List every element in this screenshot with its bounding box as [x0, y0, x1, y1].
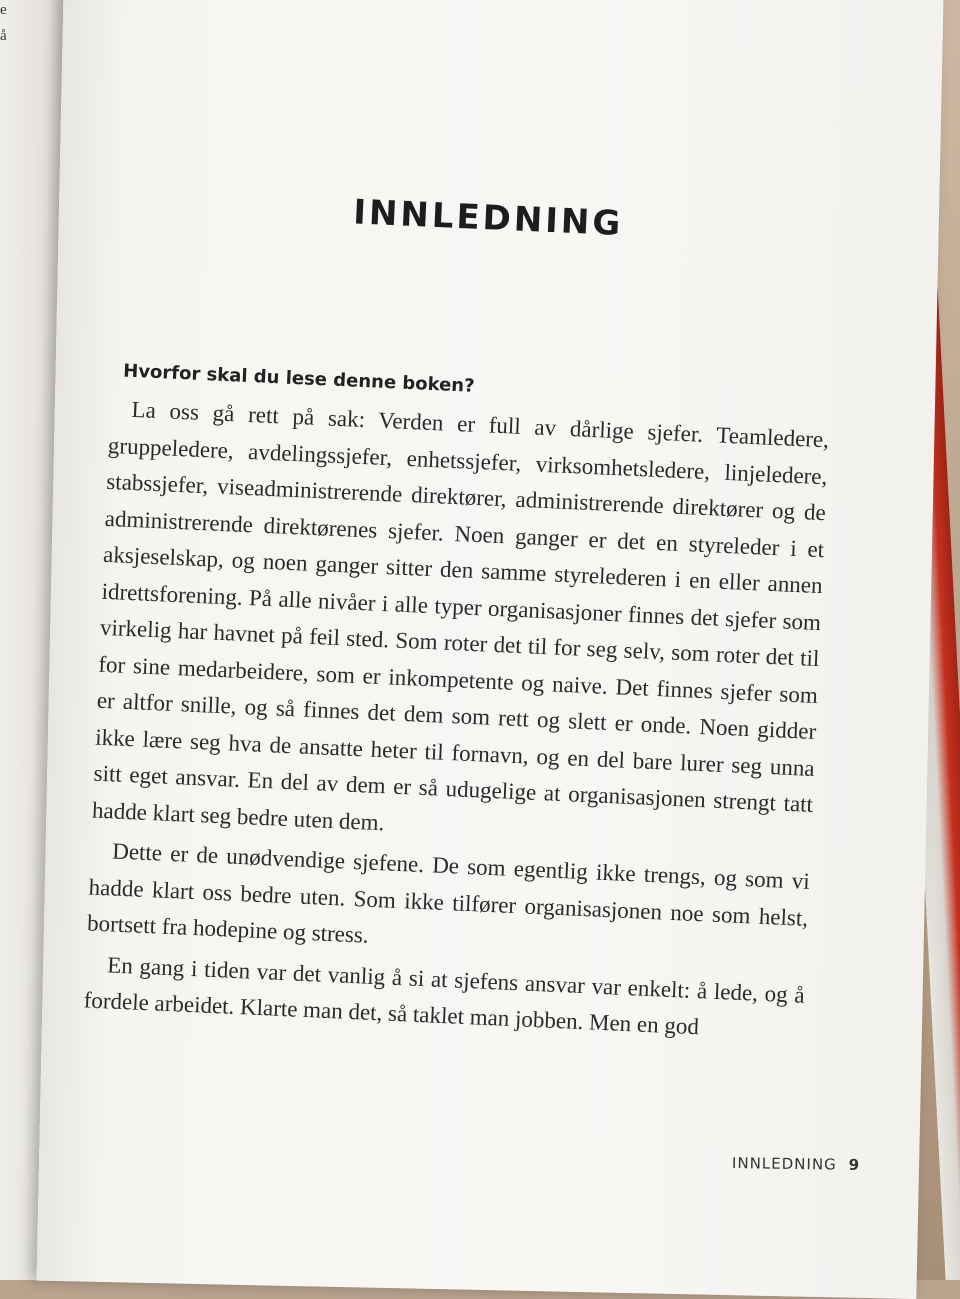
page-footer	[732, 1154, 860, 1174]
body-paragraph: La oss gå rett på sak: Verden er full av dårlige sjefer. Teamledere, gruppeledere, avdelingssjefer, enhetssjefer, virksomhetsledere, linjeledere, stabssjefer, viseadministrerende direktører, administrerende direktører og de administrerende direktørenes sjefer. Noen ganger er det en styreleder i et aksjeselskap, og noen ganger sitter den samme styrelederen i en eller annen idrettsforening. På alle nivåer i alle typer organisasjoner finnes det sjefer som virkelig har havnet på feil sted. Som roter det til for seg selv, som roter det til for sine medarbeidere, som er inkompetente og naive. Det finnes sjefer som er altfor snille, og så finnes det dem som rett og slett er onde. Noen gidder ikke lære seg hva de ansatte heter til fornavn, og en del bare lurer seg unna sitt eget ansvar. En del av dem er så udugelige at organisasjonen strengt tatt hadde klart seg bedre uten dem.	[91, 396, 830, 835]
body-paragraph: Dette er de unødvendige sjefene. De som egentlig ikke trengs, og som vi hadde klart oss bedre uten. Som ikke tilfører organisasjonen noe som helst, bortsett fra hodepine og stress.	[86, 838, 811, 948]
chapter-title: INNLEDNING	[352, 192, 625, 245]
running-head: INNLEDNING	[731, 1154, 837, 1174]
body-paragraph: En gang i tiden var det vanlig å si at sjefens ansvar var enkelt: å lede, og å fordele arbeidet. Klarte man det, så taklet man jobben. Men en god	[83, 951, 806, 1040]
section-heading: Hvorfor skal du lese denne boken?	[122, 360, 475, 397]
page-number: 9	[848, 1155, 861, 1174]
previous-page-fragment: å	[0, 28, 7, 44]
book-page	[36, 0, 943, 1299]
page-content	[83, 182, 839, 1050]
previous-page-fragment: e	[0, 2, 7, 18]
